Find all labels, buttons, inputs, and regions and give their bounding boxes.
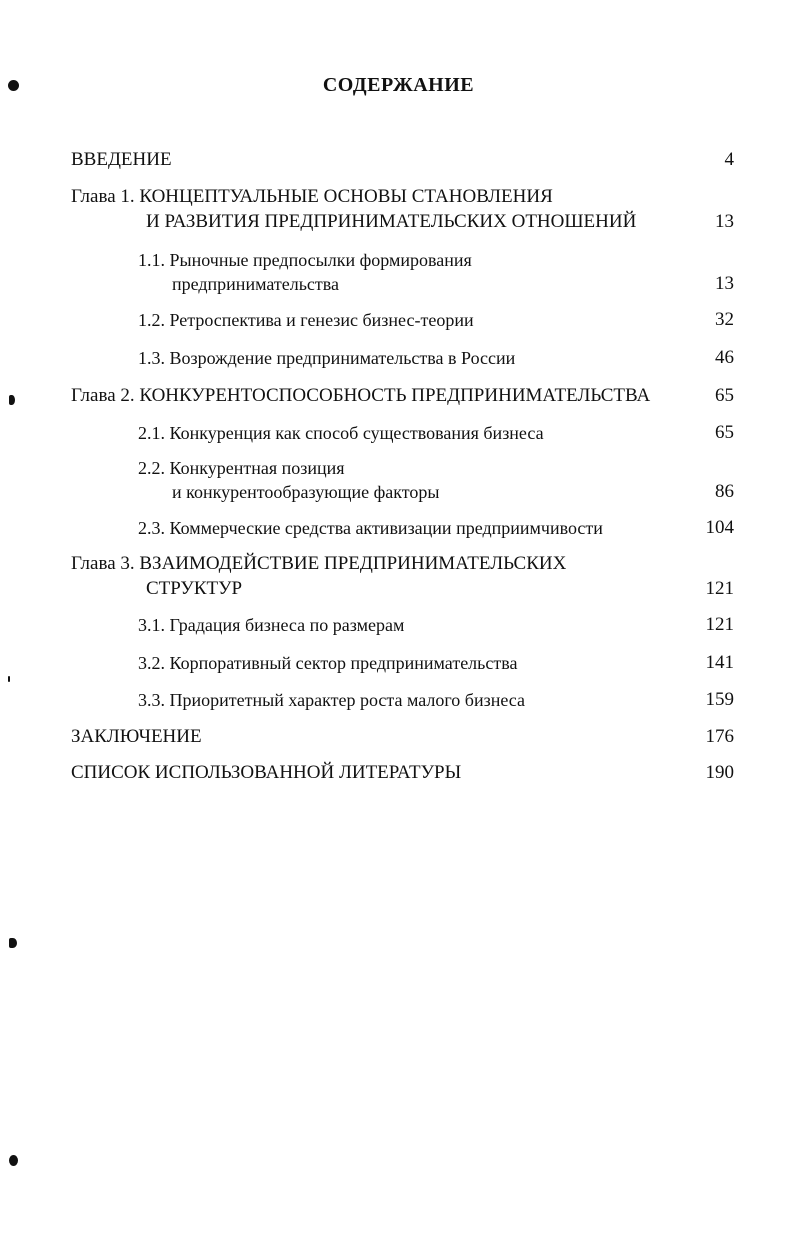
toc-entry-section-3-1 (138, 613, 735, 637)
binding-hole-mark (9, 395, 15, 405)
toc-entry-text: 1.2. Ретроспектива и генезис бизнес-теории (138, 310, 474, 330)
toc-page-number: 121 (705, 578, 734, 599)
toc-entry-text-continuation: И РАЗВИТИЯ ПРЕДПРИНИМАТЕЛЬСКИХ ОТНОШЕНИЙ (146, 211, 637, 232)
toc-page-number: 159 (705, 689, 734, 710)
toc-entry-references (71, 760, 735, 785)
toc-page-number: 13 (715, 211, 734, 232)
toc-entry-text-continuation: предпринимательства (172, 274, 340, 294)
toc-entry-section-1-2 (138, 308, 735, 332)
binding-hole-mark (9, 938, 17, 948)
toc-page-number: 13 (715, 273, 734, 294)
toc-entry-section-2-2 (138, 456, 735, 504)
toc-page-number: 65 (715, 385, 734, 406)
toc-entry-text: СПИСОК ИСПОЛЬЗОВАННОЙ ЛИТЕРАТУРЫ (71, 762, 462, 783)
toc-page-number: 32 (715, 309, 734, 330)
binding-hole-mark (8, 676, 10, 682)
toc-entry-text: Глава 2. КОНКУРЕНТОСПОСОБНОСТЬ ПРЕДПРИНИМАТЕЛЬСТВА (71, 385, 651, 406)
toc-entry-chapter-2 (71, 383, 735, 408)
toc-entry-text: 3.2. Корпоративный сектор предпринимательства (138, 653, 518, 673)
page-title: СОДЕРЖАНИЕ (322, 74, 475, 96)
toc-entry-section-3-2 (138, 651, 735, 675)
toc-entry-chapter-3 (71, 551, 735, 601)
toc-entry-section-1-3 (138, 346, 735, 370)
toc-page-number: 4 (724, 149, 734, 170)
toc-entry-text-continuation: СТРУКТУР (146, 578, 243, 599)
toc-entry-text: Глава 1. КОНЦЕПТУАЛЬНЫЕ ОСНОВЫ СТАНОВЛЕНИЯ (71, 186, 553, 207)
toc-entry-text: 2.2. Конкурентная позиция (138, 458, 345, 478)
toc-entry-section-2-1 (138, 421, 735, 445)
toc-page-number: 46 (715, 347, 734, 368)
toc-entry-text: ЗАКЛЮЧЕНИЕ (71, 726, 202, 747)
toc-entry-chapter-1 (71, 184, 735, 234)
toc-entry-section-2-3 (138, 516, 735, 540)
toc-entry-text: 3.3. Приоритетный характер роста малого бизнеса (138, 690, 525, 710)
toc-entry-conclusion (71, 724, 735, 749)
toc-entry-text: Глава 3. ВЗАИМОДЕЙСТВИЕ ПРЕДПРИНИМАТЕЛЬСКИХ (71, 553, 567, 574)
toc-page-number: 65 (715, 422, 734, 443)
toc-page-number: 121 (705, 614, 734, 635)
toc-page-number: 86 (715, 481, 734, 502)
toc-entry-text-continuation: и конкурентообразующие факторы (172, 482, 440, 502)
toc-page-number: 141 (705, 652, 734, 673)
toc-entry-introduction (71, 147, 735, 172)
toc-page-number: 104 (705, 517, 734, 538)
toc-page-number: 176 (705, 726, 734, 747)
toc-entry-text: 3.1. Градация бизнеса по размерам (138, 615, 405, 635)
binding-hole-mark (9, 1155, 18, 1166)
toc-entry-text: 1.1. Рыночные предпосылки формирования (138, 250, 472, 270)
toc-page-number: 190 (705, 762, 734, 783)
toc-entry-text: 1.3. Возрождение предпринимательства в России (138, 348, 516, 368)
toc-entry-section-3-3 (138, 688, 735, 712)
toc-entry-text: 2.3. Коммерческие средства активизации предприимчивости (138, 518, 603, 538)
toc-entry-text: 2.1. Конкуренция как способ существования бизнеса (138, 423, 544, 443)
toc-entry-text: ВВЕДЕНИЕ (71, 149, 172, 170)
toc-entry-section-1-1 (138, 248, 735, 296)
